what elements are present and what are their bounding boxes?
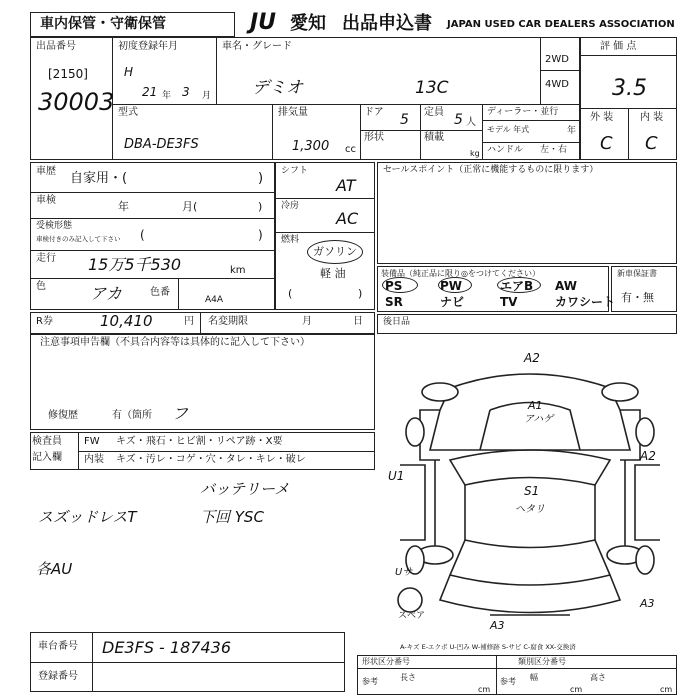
model-label: 車名・グレード <box>222 41 292 52</box>
history-value: 自家用・( <box>70 171 128 186</box>
exterior-value: C <box>600 133 613 154</box>
notes-block <box>30 334 375 430</box>
score-value: 3.5 <box>612 76 647 101</box>
transfer-month: 月 <box>302 316 312 327</box>
height-label: 高さ <box>590 673 606 682</box>
mileage-unit: km <box>230 265 246 276</box>
equipment-row2-item: カワシート <box>555 295 616 309</box>
shift-label: シフト <box>281 166 309 176</box>
inspection-form-label: 受検形態 <box>36 221 73 231</box>
fuel-value: ガソリン <box>313 245 357 258</box>
lot-sub: [2150] <box>48 67 88 81</box>
notes-label: 注意事項申告欄（不具合内容等は具体的に記入して下さい） <box>40 337 310 348</box>
rear-items-box <box>377 314 677 334</box>
doors-label: ドア <box>364 107 384 118</box>
registration-year: 21 <box>142 85 158 99</box>
width-label: 幅 <box>530 673 538 682</box>
inspector-row1: キズ・飛石・ヒビ割・リペア跡・X要 <box>116 436 283 447</box>
dealer-import-label: ディーラー・並行 <box>487 107 559 117</box>
color-value: アカ <box>90 284 122 303</box>
history-close: ) <box>258 171 264 186</box>
drive-2wd: 2WD <box>545 54 569 65</box>
inspection-year: 年 <box>118 200 129 213</box>
note-stud: スズッドレスT <box>38 508 137 526</box>
handle-label: ハンドル <box>487 145 524 155</box>
lot-label: 出品番号 <box>36 41 76 52</box>
repair-mark: フ <box>172 404 189 423</box>
displacement-value: 1,300 <box>292 139 330 154</box>
lot-number: 30003 <box>38 88 115 116</box>
type-label: 型式 <box>118 107 138 118</box>
equipment-selected-circle <box>438 277 472 293</box>
length-unit: cm <box>478 685 491 694</box>
interior-label: 内 装 <box>640 112 664 123</box>
mileage-label: 走行 <box>36 253 56 264</box>
inspection-form-close: ) <box>258 228 263 242</box>
drive-4wd: 4WD <box>545 79 569 90</box>
color-number-value: A4A <box>205 295 224 305</box>
equipment-selected-circle <box>382 277 418 293</box>
inspector-label-1: 検査員 <box>32 436 62 447</box>
inspection-label: 車検 <box>36 195 56 206</box>
capacity-value: 5 <box>454 112 463 128</box>
model-grade: 13C <box>415 78 449 98</box>
load-label: 積載 <box>424 132 444 143</box>
equipment-row1-item: PW <box>440 279 463 293</box>
capacity-unit: 人 <box>466 117 476 128</box>
capacity-label: 定員 <box>424 107 444 118</box>
cooling-value: AC <box>336 209 359 228</box>
equipment-selected-circle <box>497 277 541 293</box>
shape-label: 形状 <box>364 132 384 143</box>
registration-era: H <box>124 65 134 79</box>
damage-a1: A1 <box>528 399 543 412</box>
history-label: 車歴 <box>36 166 56 177</box>
registration-year-unit: 年 <box>162 91 172 101</box>
equipment-row1-item: AW <box>555 279 577 293</box>
model-year-label: モデル 年式 <box>487 125 530 134</box>
form-title: 出品申込書 <box>342 13 432 34</box>
type-value: DBA-DE3FS <box>124 137 199 152</box>
spare-label: スペア <box>398 611 426 621</box>
damage-a2-side: A2 <box>640 449 656 463</box>
inspector-interior: 内装 <box>84 454 104 465</box>
color-number-label: 色番 <box>150 287 170 298</box>
exterior-label: 外 装 <box>590 112 614 123</box>
inspector-label-2: 記入欄 <box>32 452 62 463</box>
inspection-form-note: 車検付きのみ記入して下さい <box>36 235 121 243</box>
chassis-value: DE3FS - 187436 <box>102 638 231 657</box>
width-unit: cm <box>570 685 583 694</box>
note-battery: バッテリーメ <box>200 480 290 498</box>
fuel-paren-open: ( <box>288 287 293 300</box>
damage-a1-note: アハゲ <box>524 414 554 425</box>
registration-month: 3 <box>182 85 190 99</box>
repair-value: 有（箇所 <box>112 410 152 421</box>
load-unit: kg <box>470 149 480 158</box>
shift-value: AT <box>336 176 356 195</box>
reference-right: 参考 <box>500 677 516 686</box>
mileage-value: 15万5千530 <box>88 255 182 274</box>
inspector-row2: キズ・汚レ・コゲ・穴・タレ・キレ・破レ <box>116 454 306 465</box>
fuel-alt: 軽 油 <box>320 267 346 280</box>
inspection-form-open: ( <box>140 228 145 242</box>
damage-ua: Uサ <box>395 567 413 578</box>
registration-month-unit: 月 <box>202 91 212 101</box>
fuel-label: 燃料 <box>281 235 300 245</box>
registration-number-label: 登録番号 <box>38 671 78 682</box>
cooling-label: 冷房 <box>281 201 300 211</box>
damage-s1-note: ヘタリ <box>515 504 545 515</box>
ju-logo: JU <box>250 10 277 35</box>
damage-u1: U1 <box>388 469 405 483</box>
sales-point-label: セールスポイント（正常に機能するものに限ります） <box>383 165 599 175</box>
form-type-label: 形状区分番号 <box>362 657 410 666</box>
height-unit: cm <box>660 685 673 694</box>
damage-a3-corner: A3 <box>640 597 655 610</box>
inspector-fw: FW <box>84 436 100 447</box>
reference-left: 参考 <box>362 677 378 686</box>
equipment-label: 装備品（純正品に限り◎をつけてください） <box>381 269 540 278</box>
category-label: 類別区分番号 <box>518 657 566 666</box>
warranty-label: 新車保証書 <box>617 269 657 278</box>
interior-value: C <box>645 133 658 154</box>
fuel-paren-close: ) <box>358 287 363 300</box>
note-each: 各AU <box>36 560 73 578</box>
damage-s1: S1 <box>524 484 540 498</box>
color-label: 色 <box>36 281 46 292</box>
score-label: 評 価 点 <box>600 41 637 52</box>
inspection-close: ) <box>258 200 263 213</box>
region-label: 愛知 <box>290 13 326 34</box>
equipment-row2-item: TV <box>500 295 518 309</box>
equipment-row2-item: SR <box>385 295 403 309</box>
transfer-label: 名変期限 <box>208 316 248 327</box>
equipment-row1-item: PS <box>385 279 403 293</box>
inspection-month: 月( <box>182 200 198 213</box>
sales-point-box <box>377 162 677 264</box>
recycle-label: R券 <box>36 316 53 327</box>
rear-items-label: 後日品 <box>383 317 411 327</box>
transfer-day: 日 <box>353 316 363 327</box>
recycle-unit: 円 <box>184 316 194 327</box>
model-name: デミオ <box>252 78 303 98</box>
repair-label: 修復歴 <box>48 410 78 421</box>
damage-a2-front: A2 <box>524 351 540 365</box>
association-name: JAPAN USED CAR DEALERS ASSOCIATION <box>447 19 675 30</box>
displacement-label: 排気量 <box>278 107 308 118</box>
damage-a3-rear: A3 <box>490 619 505 632</box>
chassis-label: 車台番号 <box>38 641 78 652</box>
equipment-row1-item: エアB <box>500 279 534 293</box>
doors-value: 5 <box>400 112 409 128</box>
recycle-block <box>30 312 375 334</box>
displacement-unit: cc <box>345 144 356 155</box>
length-label: 長さ <box>400 673 416 682</box>
model-year-unit: 年 <box>567 126 577 136</box>
damage-legend: A-キズ E-エクボ U-凹み W-補修跡 S-サビ C-腐食 XX-交換済 <box>400 643 576 651</box>
note-undercarriage: 下回 YSC <box>200 508 264 526</box>
recycle-value: 10,410 <box>100 312 153 330</box>
registration-label: 初度登録年月 <box>118 41 178 52</box>
warranty-options: 有・無 <box>621 291 654 304</box>
handle-options: 左・右 <box>540 145 568 155</box>
equipment-row2-item: ナビ <box>440 295 465 309</box>
storage-label: 車内保管・守衛保管 <box>40 16 166 32</box>
